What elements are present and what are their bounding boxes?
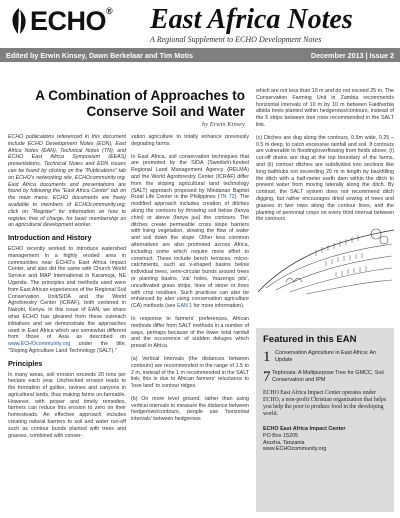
publication-tagline: A Regional Supplement to ECHO Development Notes xyxy=(150,35,322,44)
column-1 xyxy=(8,134,126,445)
col2-paragraph-a: vation agriculture to totally enhance previously degrading farms. xyxy=(131,134,249,147)
featured-item-page: 1 xyxy=(263,349,271,365)
featured-item[interactable] xyxy=(263,350,387,364)
column-2 xyxy=(131,134,249,429)
address-line-1: PO Box 15205 xyxy=(263,432,299,439)
logo-registered-mark: ® xyxy=(106,6,113,16)
center-name: ECHO East Africa Impact Center xyxy=(263,426,346,432)
masthead xyxy=(0,0,400,46)
col2-paragraph-c: In response to farmers' preferences, African methods differ from SALT methods in a number of ways, perhaps because of the lower total rainfall and the occurrence of sudden deluges which prevail in Africa. xyxy=(131,315,249,350)
editor-bar xyxy=(0,48,400,62)
featured-item-title: Tephrosia: A Multipurpose Tree for GMCC, Soil Conservation and IPM xyxy=(271,370,384,383)
column-3 xyxy=(256,88,394,229)
featured-heading: Featured in this EAN xyxy=(263,334,357,345)
terraced-hillside-icon xyxy=(256,222,396,296)
intro-paragraph: ECHO publications referenced in this document include ECHO Development Notes (EDN), East Africa Notes (EAN), Technical Notes (TN), and ECHO East Africa Symposium (EEAS) presentations. Technical Notes and EDN issues can be found by clicking on the "Publications" tab on ECHO's networking site, ECHOcommunity.org. East Africa documents and presentations are found by following the "East Africa Center" tab on the main menu. ECHO documents are freely available to members of ECHOcommunity.org; click on "Register" for information on how to register, free of charge, for basic membership as an agricultural development worker. xyxy=(8,134,126,229)
article-headline: A Combination of Approaches to Conserve Soil and Water xyxy=(35,88,245,119)
intro-history-paragraph: ECHO recently worked to introduce watershed management in a highly eroded area in communities near ECHO's East Africa Impact Center, and also did the same with Church World Service and MAP International in Karamoja, NE Uganda. The principles and methods used were from East African experiences of the Regional Soil Conservation Unit/SIDA and the World Agroforestry Center (ICRAF), both centered in Nairobi, Kenya. In this issue of EAN, we share what ECHO has gleaned from these outreach initiatives and we demonstrate the approaches used in East Africa which are somewhat different from those of Asia as described on www.ECHOcommunity.org under the title, "Sloping Agriculture Land Technology (SALT)." xyxy=(8,245,126,354)
address-line-2: Arusha, Tanzania xyxy=(263,439,305,446)
section-heading-introduction: Introduction and History xyxy=(8,233,92,243)
echocommunity-link[interactable]: www.ECHOcommunity.org xyxy=(8,341,71,348)
contour-bunds-illustration xyxy=(256,222,396,296)
col2-paragraph-d: (a) Vertical Intervals (the distances between contours) are recommended in the range of 1.5 to 2 m, instead of the 1 m recommended in the SALT link; this is due to African farmers' reluctance to 'lose land' to contour ridges. xyxy=(131,355,249,390)
col3-paragraph-b: (c) Ditches are dug along the contours, 0.5m wide, 0.25 – 0.5 m deep, to catch excessive rainfall and soil. If contours are vulnerable to flooding/overflowing from fields above, (i) cut-off drains are dug at the top boundary of the farms, and (ii) contour ditches are subdivided into sections like long bathtubs not exceeding 20 m in length by backfilling the ditch with a half-meter earth dam within the ditch to prevent water from moving laterally along the ditch. By contrast, the SALT system does not recommend ditch digging, but rather encourages dried sowing of trees and grasses in two rows along the contour lines, and the planting of perennial crops on every third interval between the contours. xyxy=(256,134,394,223)
logo-text: ECHO® xyxy=(30,6,113,36)
publication-title: East Africa Notes xyxy=(150,4,353,35)
featured-sidebar xyxy=(256,328,394,512)
editors-credit: Edited by Erwin Kinsey, Dawn Berkelaar and Tim Motis xyxy=(6,50,194,60)
ean1-link[interactable]: EAN 1 xyxy=(176,303,193,310)
section-heading-principles: Principles xyxy=(8,358,43,368)
organization-description: ECHO East Africa Impact Center operates under ECHO, a non-profit Christian organization that helps you help the poor to produce food in the developing world. xyxy=(263,390,387,417)
tn72-link[interactable]: TN 72 xyxy=(219,194,235,201)
col3-paragraph-a: which are not less than 10 m and do not exceed 25 m. The Conservation Farming Unit in Zambia recommends horizontal intervals of 10 m by 10 m between Faidherbia albida trees planted within hedgerows/contours, instead of the 5 strips between tree rows recommended in the SALT link. xyxy=(256,88,394,128)
contact-address xyxy=(263,426,387,453)
featured-item-page: 7 xyxy=(263,369,271,385)
featured-item[interactable] xyxy=(263,370,387,384)
website-link[interactable]: www.ECHOcommunity.org xyxy=(263,446,327,453)
article-byline: by Erwin Kinsey xyxy=(202,121,245,128)
issue-date: December 2013 | Issue 2 xyxy=(310,50,394,60)
col2-paragraph-b: In East Africa, soil conservation techniques that are promoted by the SIDA (Swedish)-funded Regional Land Management Agency (RELMA) and the World Agroforestry Center (ICRAF) differ from the sloping agricultural land technology (SALT) approach proposed by Mindanao Baptist Rural Life Center in the Philippines (TN 72). The modified approach includes creation of ditches along the contours by throwing soil below (fanya chini) or above (fanya juu) the contours. The ditches create permeable cross slope barriers with living vegetation, slowing the flow of water and soil down the slope. Other less common alternatives are also promoted across Africa, including some which require more effort to construct. These include bench terraces, micro-catchments, such as v-shaped basins below individual trees, semi-circular bunds around trees or planting basins, 'zai' holes, 'mazengo pits', uncultivated grass strips, lines of stone or lines with crop residues. Such practices can also be enhanced by also using conservation agriculture (CA) methods (see EAN 1 for more information). xyxy=(131,153,249,310)
principles-paragraph: In many areas, soil erosion exceeds 20 tons per hectare each year. Unchecked erosion leads to the formation of gullies, ravines and canyons in agricultural lands, thus making farms un-farmable. However, with proper and timely remedies, farmers can reduce this erosion to zero on their homesteads. An effective approach includes creating natural barriers to soil and water run-off such as contour bunds planted with trees and grasses, combined with conser- xyxy=(8,371,126,439)
col2-paragraph-e: (b) On more level ground, rather than using vertical intervals to measure the distance between hedgerows/contours, people use 'horizontal intervals' between hedgerows xyxy=(131,395,249,423)
featured-item-title: Conservation Agriculture in East Africa: An Update xyxy=(275,350,377,363)
echo-leaf-logo-icon xyxy=(8,6,30,36)
